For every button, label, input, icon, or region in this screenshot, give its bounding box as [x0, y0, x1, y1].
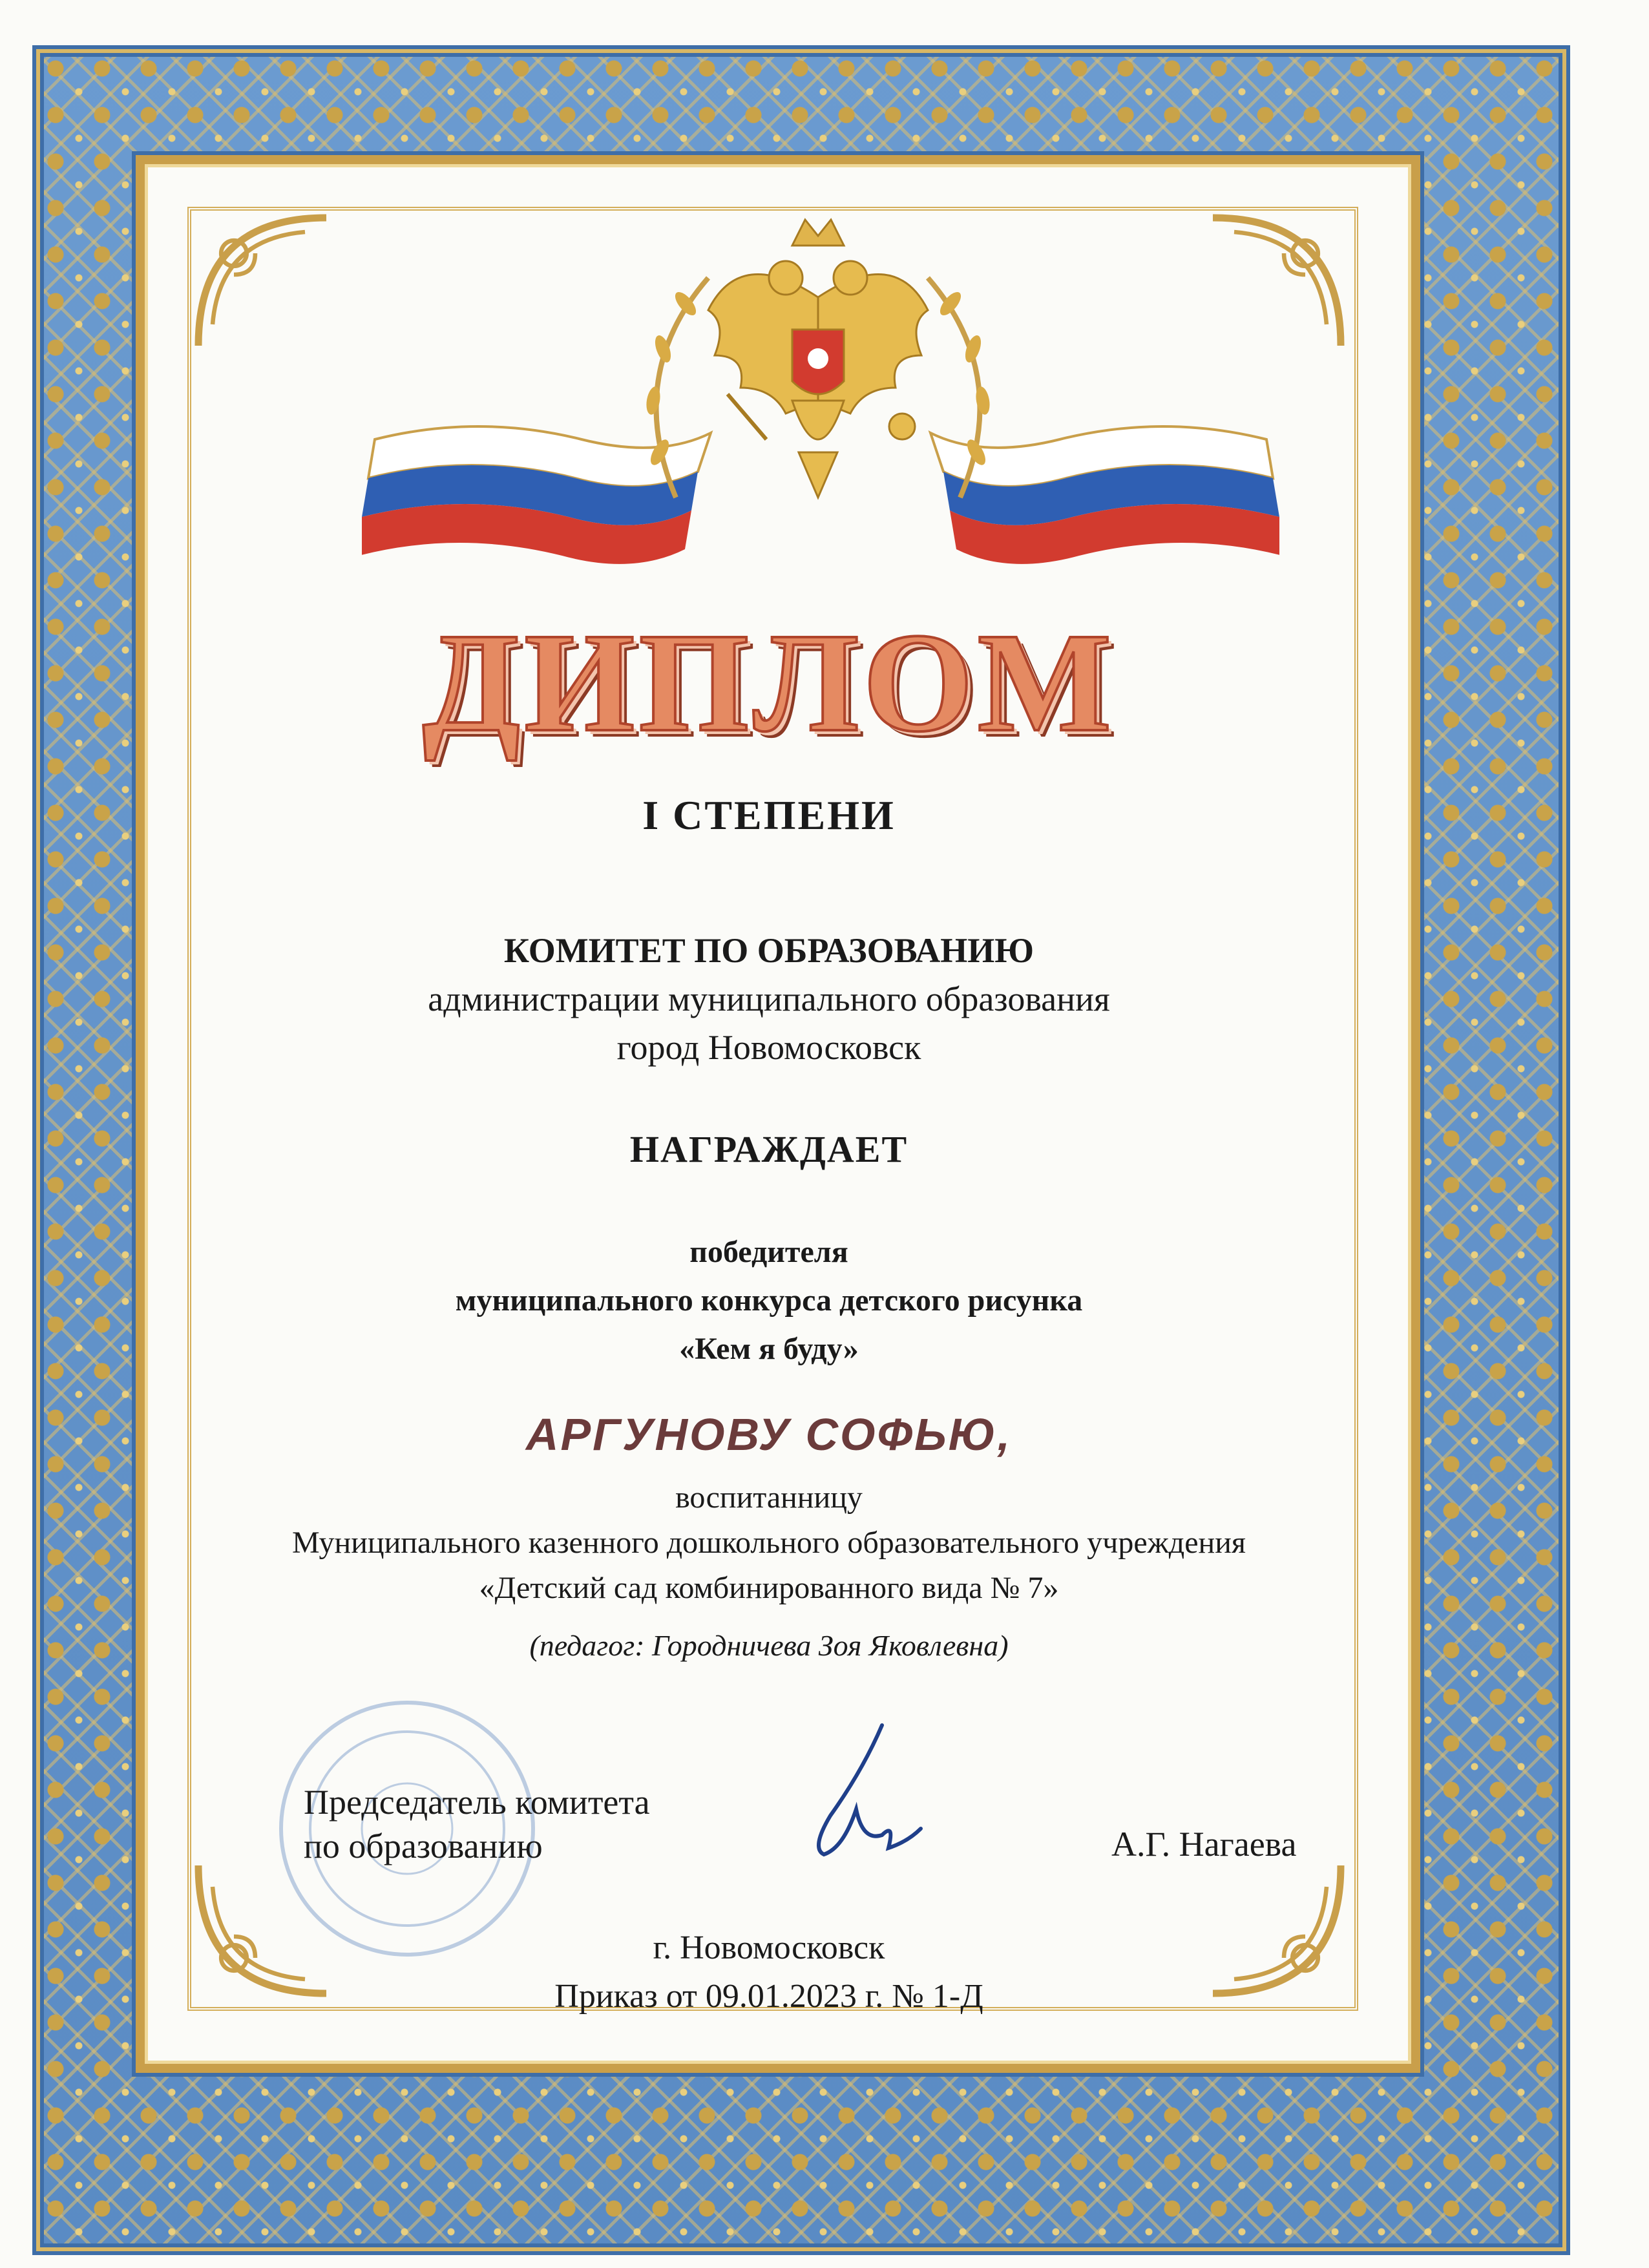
contest-line-2: муниципального конкурса детского рисунка	[455, 1283, 1083, 1318]
signatory-title-line-1: Председатель комитета	[304, 1783, 650, 1822]
signatory-name: А.Г. Нагаева	[1111, 1825, 1297, 1864]
footer-city: г. Новомосковск	[653, 1929, 885, 1966]
diploma-degree: I СТЕПЕНИ	[642, 792, 896, 838]
diploma-title: ДИПЛОМ	[422, 604, 1116, 761]
ornament-corner-icon	[191, 211, 333, 353]
institution-line-2: Муниципального казенного дошкольного образовательного учреждения	[292, 1526, 1246, 1560]
signatory-title	[304, 1780, 650, 1868]
recipient-name: АРГУНОВУ СОФЬЮ,	[525, 1409, 1013, 1460]
institution-line-3: «Детский сад комбинированного вида № 7»	[479, 1571, 1059, 1605]
signatory-title-line-2: по образованию	[304, 1827, 543, 1865]
footer-order: Приказ от 09.01.2023 г. № 1-Д	[554, 1978, 983, 2015]
double-headed-eagle-emblem-icon	[598, 207, 1038, 569]
committee-title: КОМИТЕТ ПО ОБРАЗОВАНИЮ	[503, 931, 1035, 970]
institution-line-1: воспитанницу	[675, 1480, 863, 1515]
awards-heading: НАГРАЖДАЕТ	[629, 1128, 909, 1170]
handwritten-signature	[785, 1719, 934, 1874]
committee-line-1: администрации муниципального образования	[428, 980, 1110, 1018]
contest-line-1: победителя	[689, 1235, 848, 1269]
ornament-corner-icon	[1206, 211, 1348, 353]
contest-line-3: «Кем я буду»	[679, 1332, 859, 1366]
committee-line-2: город Новомосковск	[616, 1028, 921, 1067]
teacher-line: (педагог: Городничева Зоя Яковлевна)	[529, 1629, 1009, 1662]
